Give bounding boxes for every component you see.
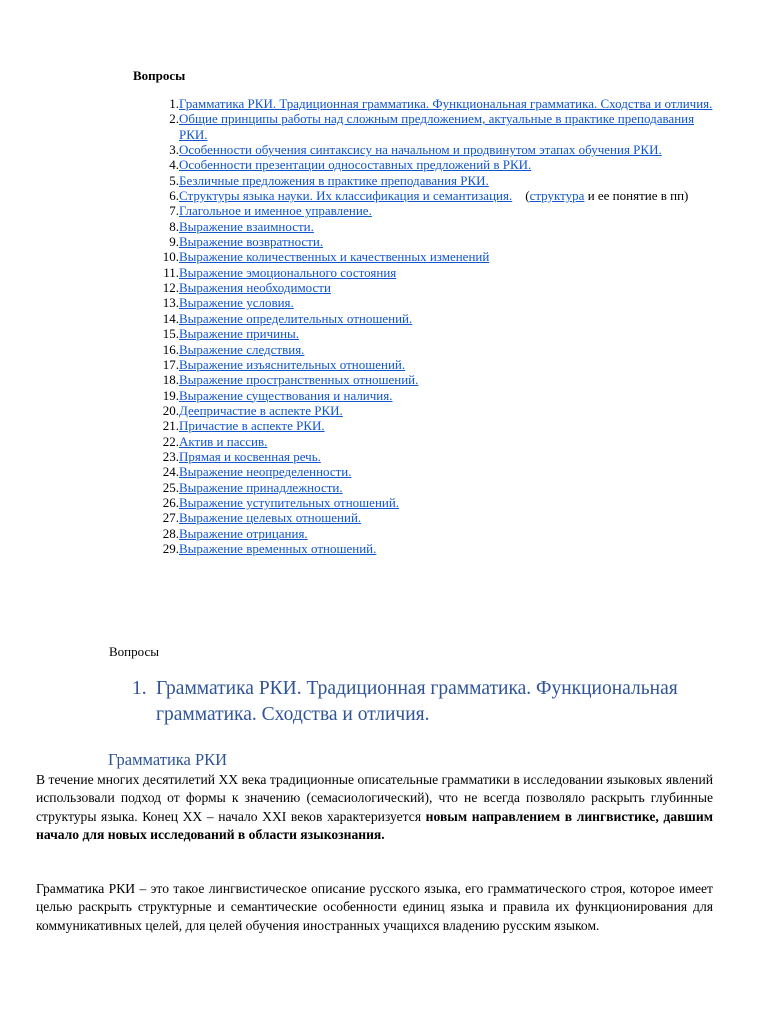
toc-item-number-text: 7. [169,203,179,219]
toc-item-body [179,295,715,310]
toc-item-body [179,157,715,172]
toc-item-body [179,249,715,264]
question-heading [132,676,722,728]
toc-item-number [133,96,179,111]
toc-item-body [179,449,715,464]
toc-item-link[interactable]: Выражение временных отношений. [179,540,377,556]
toc-item-number [133,464,179,479]
toc-item-number-text: 28. [162,525,179,541]
toc-item-number-text: 1. [169,96,179,111]
toc-item [133,234,715,249]
toc-item-number [133,541,179,556]
toc-item-link[interactable]: Выражение пространственных отношений. [179,372,419,388]
toc-item-body [179,418,715,433]
toc-item-number [133,403,179,418]
toc-item-number [133,157,179,172]
toc-item-number [133,342,179,357]
toc-item-link[interactable]: Прямая и косвенная речь. [179,448,321,464]
toc-item-link[interactable]: Выражение принадлежности. [179,479,343,495]
toc-item-number [133,418,179,433]
toc-item-number [133,173,179,188]
toc-item-number-text: 17. [162,356,179,372]
toc-item-number [133,265,179,280]
toc-item [133,418,715,433]
toc-item-body [179,526,715,541]
toc-item [133,403,715,418]
toc-item-number-text: 12. [162,280,179,296]
toc-item-link[interactable]: Особенности презентации односоставных предложений в РКИ. [179,157,532,173]
toc-item-number [133,280,179,295]
toc-item [133,173,715,188]
toc-item-link[interactable]: Структуры языка науки. Их классификация и семантизация. [179,188,513,204]
toc-item-body [179,173,715,188]
toc-item-number [133,203,179,218]
toc-item [133,526,715,541]
toc-item-link[interactable]: Общие принципы работы над сложным предложением, актуальные в практике преподавания РКИ. [179,111,695,142]
toc-item [133,541,715,556]
toc-item-number [133,510,179,525]
toc-item-body [179,342,715,357]
toc-item-number-text: 14. [162,310,179,326]
toc-item-number-text: 20. [162,402,179,418]
toc-item-body [179,203,715,218]
toc-item [133,219,715,234]
toc-item-number-text: 25. [162,479,179,495]
toc-item-body [179,234,715,249]
toc-item-number [133,311,179,326]
toc-item-body [179,142,715,157]
toc-item-number [133,326,179,341]
toc-item-extra-tail: и ее понятие в пп) [584,188,689,204]
toc-item-extra-open: ( [512,188,530,204]
toc-item-link[interactable]: Выражение взаимности. [179,218,314,234]
toc-item-number-text: 8. [169,218,179,234]
toc-item-link[interactable]: Выражение условия. [179,295,294,311]
toc-list [133,96,715,556]
toc-item-link[interactable]: Деепричастие в аспекте РКИ. [179,402,343,418]
toc-item-body [179,388,715,403]
toc-item-link[interactable]: Глагольное и именное управление. [179,203,372,219]
toc-item-link[interactable]: Выражение количественных и качественных изменений [179,249,490,265]
toc-item [133,265,715,280]
toc-item-number-text: 11. [163,264,179,280]
toc-item-link[interactable]: Выражение отрицания. [179,525,308,541]
toc-item-number-text: 5. [169,172,179,188]
toc-item-number-text: 3. [169,142,179,158]
toc-item-number-text: 22. [162,433,179,449]
toc-item-body [179,403,715,418]
toc-item-link[interactable]: Выражение возвратности. [179,234,324,250]
toc-item-extra-link[interactable]: структура [529,188,585,204]
toc-item-number-text: 23. [162,448,179,464]
toc-item-number [133,219,179,234]
toc-item [133,280,715,295]
toc-item-number [133,372,179,387]
toc-item-link[interactable]: Выражение определительных отношений. [179,310,413,326]
toc-item-number [133,434,179,449]
toc-item-body [179,265,715,280]
toc-item [133,480,715,495]
paragraph-1 [36,771,713,845]
toc-item-number [133,295,179,310]
toc-item [133,326,715,341]
toc-item-number-text: 21. [162,418,179,434]
toc-item-body [179,188,715,203]
toc-item-number [133,234,179,249]
toc-item-number [133,495,179,510]
toc-item-body [179,372,715,387]
toc-item [133,449,715,464]
toc-item [133,96,715,111]
toc-item [133,295,715,310]
toc-item-number [133,480,179,495]
toc-item-link[interactable]: Выражения необходимости [179,280,331,296]
toc-item-number-text: 15. [162,326,179,342]
toc-item-number [133,142,179,157]
toc-item-number [133,111,179,126]
toc-item-number-text: 26. [162,494,179,510]
toc-item-number-text: 29. [162,540,179,556]
toc-item-link[interactable]: Выражение неопределенности. [179,464,352,480]
toc-item-link[interactable]: Причастие в аспекте РКИ. [179,418,325,434]
toc-item [133,342,715,357]
toc-item-link[interactable]: Выражение эмоционального состояния [179,264,397,280]
toc-item-body [179,311,715,326]
toc-item-link[interactable]: Выражение целевых отношений. [179,510,362,526]
toc-item-link[interactable]: Выражение следствия. [179,341,305,357]
toc-item-link[interactable]: Выражение изъяснительных отношений. [179,356,406,372]
toc-item-number [133,357,179,372]
toc-item-body [179,480,715,495]
toc-item-number-text: 24. [162,464,179,480]
toc-item-number-text: 13. [162,295,179,311]
toc-item-link[interactable]: Выражение уступительных отношений. [179,494,400,510]
toc-item-link[interactable]: Актив и пассив. [179,433,268,449]
toc-item [133,510,715,525]
toc-item [133,464,715,479]
toc-item-number [133,449,179,464]
toc-item-number [133,388,179,403]
subheading: Грамматика РКИ [108,750,228,769]
toc-item-body [179,541,715,556]
toc-item-number-text: 10. [162,249,179,265]
toc-item-body [179,357,715,372]
toc-item-link[interactable]: Выражение существования и наличия. [179,387,393,403]
toc-item-body [179,96,715,111]
toc-item [133,188,715,203]
section-title: Вопросы [109,644,159,659]
toc-item-number [133,188,179,203]
toc-item-number-text: 4. [169,157,179,173]
toc-item-body [179,219,715,234]
question-heading-number: 1. [132,678,147,699]
toc-item-number [133,526,179,541]
toc-item-body [179,464,715,479]
toc-item [133,495,715,510]
toc-item-link[interactable]: Выражение причины. [179,326,300,342]
toc-item-number-text: 27. [162,510,179,526]
toc-item-body [179,280,715,295]
paragraph-2: Грамматика РКИ – это такое лингвистическое описание русского языка, его грамматического строя, которое имеет целью раскрыть структурные и семантические особенности единиц языка и правила их функционирования для коммуникативных целей, для целей обучения иностранных учащихся владению русским языком. [36,881,713,933]
paragraph-1-bold: новым направлением в лингвистике, давшим начало для новых исследований в области языкознания. [36,808,713,843]
toc-item [133,434,715,449]
toc-item [133,203,715,218]
toc-item-link[interactable]: Особенности обучения синтаксису на начальном и продвинутом этапах обучения РКИ. [179,142,662,158]
toc-title: Вопросы [133,68,186,83]
toc-item-number-text: 9. [169,234,179,250]
toc-item [133,111,715,142]
toc-item-number [133,249,179,264]
toc-item [133,357,715,372]
toc-item-body [179,495,715,510]
toc-item [133,311,715,326]
toc-item-body [179,434,715,449]
toc-item-link[interactable]: Безличные предложения в практике преподавания РКИ. [179,172,489,188]
toc-item-number-text: 2. [169,111,179,127]
toc-item-link[interactable]: Грамматика РКИ. Традиционная грамматика. Функциональная грамматика. Сходства и отличия. [179,96,713,111]
paragraph-1-text: В течение многих десятилетий XX века традиционные описательные грамматики в исследовании языковых явлений использовали подход от формы к значению (семасиологический), что не всегда позволяло раскрыть глубинные структуры языка. Конец XX – начало XXI веков характеризуется [36,772,713,824]
toc-item [133,249,715,264]
toc-item [133,372,715,387]
toc-item-number-text: 19. [162,387,179,403]
toc-item-number-text: 18. [162,372,179,388]
toc-item [133,388,715,403]
toc-item [133,157,715,172]
toc-item-body [179,510,715,525]
toc-item-number-text: 6. [169,188,179,204]
question-heading-text: Грамматика РКИ. Традиционная грамматика. Функциональная грамматика. Сходства и отличия. [156,678,678,725]
toc-item-body [179,111,715,142]
toc-item [133,142,715,157]
toc-item-body [179,326,715,341]
toc-item-number-text: 16. [162,341,179,357]
